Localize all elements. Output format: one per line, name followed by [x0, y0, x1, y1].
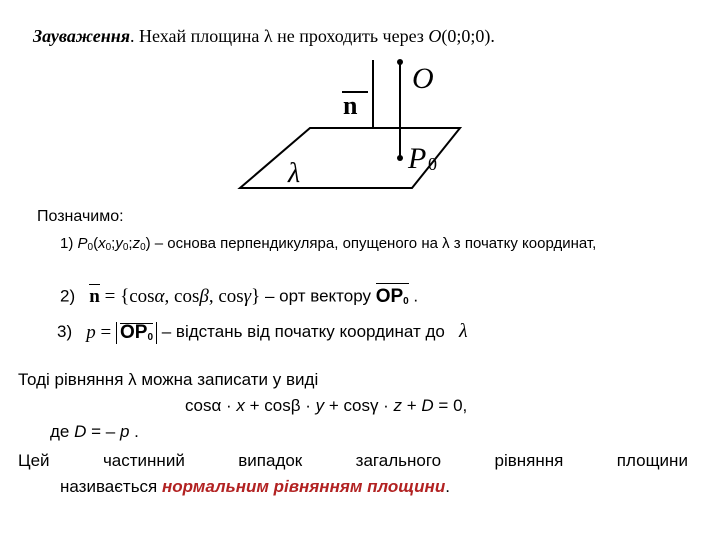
- item-1-p0-sub: 0: [87, 242, 94, 253]
- eq-z: z: [393, 396, 403, 415]
- formula-p: p: [86, 321, 96, 343]
- remark-text: . Нехай площина λ не проходить через: [129, 26, 429, 46]
- item-3-text: – відстань від початку координат до: [157, 322, 450, 341]
- unit-normal-formula: [89, 286, 260, 308]
- item-1-z: z: [132, 235, 141, 252]
- where-line: [50, 422, 139, 442]
- item-1-x: x: [98, 235, 106, 252]
- eq-part-d: +: [402, 396, 422, 415]
- where-mid: = –: [86, 422, 120, 441]
- item-1-close: ): [145, 235, 151, 252]
- conclusion-paragraph: [18, 448, 688, 500]
- conclusion-end: .: [445, 477, 450, 496]
- eq-part-a: cosα ·: [185, 396, 237, 415]
- item-2-end: .: [408, 286, 419, 306]
- abs-op0: OP: [120, 321, 148, 343]
- item-1: [60, 232, 688, 260]
- equation-intro: Тоді рівняння λ можна записати у виді: [18, 370, 319, 389]
- formula-gamma: γ: [243, 286, 252, 307]
- where-p: p: [119, 422, 130, 441]
- conclusion-line-1: [18, 448, 688, 474]
- item-1-sep1: ;: [111, 235, 116, 252]
- eq-y: y: [315, 396, 325, 415]
- item-1-open: (: [93, 235, 99, 252]
- formula-n: n: [89, 286, 100, 307]
- foot-label: P: [408, 142, 427, 175]
- item-1-num: 1): [60, 235, 74, 252]
- formula-beta: β: [199, 286, 209, 307]
- eq-part-e: = 0,: [433, 396, 468, 415]
- conclusion-line-2: [18, 474, 688, 500]
- item-2-num: 2): [60, 286, 76, 306]
- word: площини: [616, 451, 688, 470]
- remark-coords: (0;0;0).: [441, 26, 495, 46]
- item-1-text: – основа перпендикуляра, опущеного на λ з початку координат,: [150, 235, 597, 252]
- op0-text: OP: [375, 286, 404, 307]
- eq-x: x: [236, 396, 245, 415]
- formula-eq: = {cos: [99, 286, 155, 307]
- origin-label: O: [412, 62, 434, 95]
- normal-equation: [185, 396, 467, 416]
- remark-label: Зауваження: [33, 26, 130, 46]
- plane-shape: [240, 128, 460, 188]
- eq-part-b: + cosβ ·: [244, 396, 316, 415]
- formula-alpha: α: [154, 286, 165, 307]
- plane-diagram: [180, 58, 480, 198]
- word: рівняння: [494, 451, 564, 470]
- item-1-y-sub: 0: [122, 242, 129, 253]
- where-end: .: [129, 422, 139, 441]
- remark-line: [33, 26, 495, 47]
- eq-part-c: + cosγ ·: [324, 396, 394, 415]
- item-3-lambda: λ: [459, 320, 468, 342]
- highlighted-term: нормальним рівнянням площини: [161, 477, 446, 496]
- formula-p-eq: =: [95, 321, 117, 343]
- word: Цей: [18, 451, 50, 470]
- item-2-text: – орт вектору: [260, 286, 376, 306]
- conclusion-text: називається: [60, 477, 162, 496]
- distance-formula: [86, 322, 157, 344]
- op0-vector: [376, 286, 409, 308]
- eq-D: D: [421, 396, 434, 415]
- word: випадок: [238, 451, 303, 470]
- foot-point: [397, 155, 403, 161]
- formula-close: }: [251, 286, 261, 307]
- where-de: де: [50, 422, 75, 441]
- origin-point: [397, 59, 403, 65]
- formula-comma1: , cos: [164, 286, 200, 307]
- denote-heading: Позначимо:: [37, 208, 124, 225]
- item-3: [57, 320, 468, 344]
- item-1-sep2: ;: [128, 235, 133, 252]
- where-D: D: [74, 422, 87, 441]
- item-3-num: 3): [57, 322, 73, 341]
- item-1-p0: P: [77, 235, 88, 252]
- item-1-x-sub: 0: [105, 242, 112, 253]
- item-1-z-sub: 0: [140, 242, 146, 253]
- item-1-y: y: [115, 235, 123, 252]
- op0-sub: 0: [403, 296, 409, 307]
- remark-point: O: [428, 26, 442, 46]
- formula-comma2: , cos: [208, 286, 244, 307]
- plane-label: λ: [288, 158, 301, 189]
- word: загального: [355, 451, 442, 470]
- foot-sub: 0: [428, 154, 437, 174]
- abs-op0-sub: 0: [147, 331, 154, 343]
- word: частинний: [102, 451, 185, 470]
- vector-n-label: n: [343, 91, 358, 120]
- item-2: [60, 286, 418, 308]
